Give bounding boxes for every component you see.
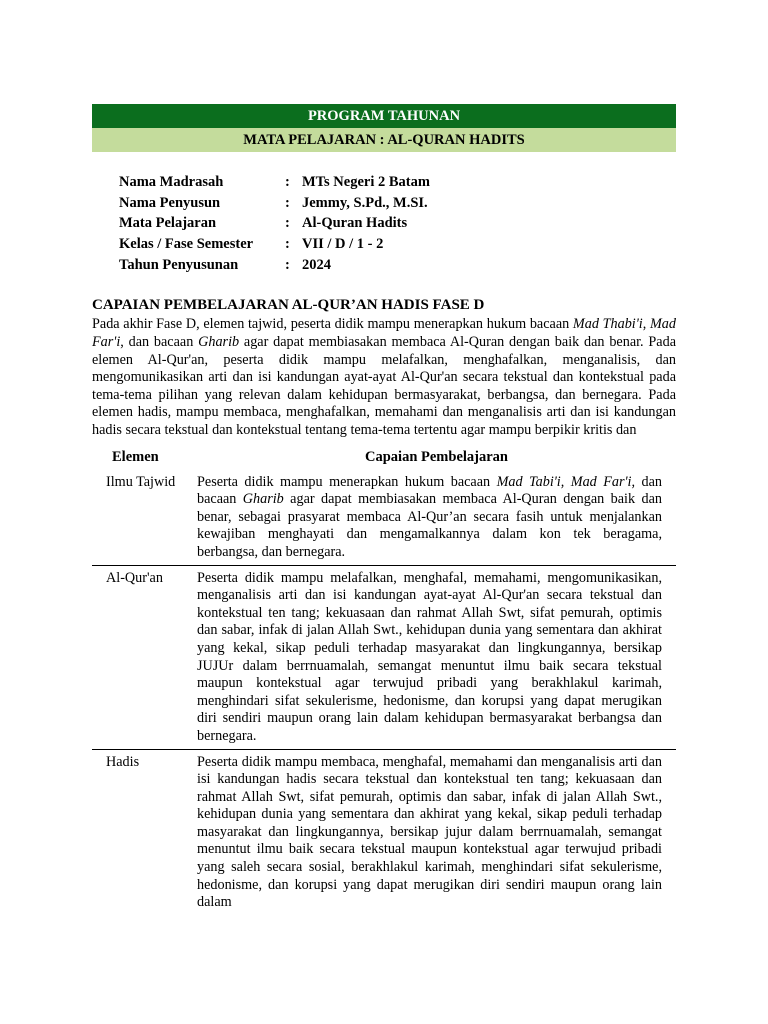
info-label: Nama Madrasah [119,174,224,190]
info-row [119,234,676,255]
info-value: Jemmy, S.Pd., M.SI. [302,194,428,211]
info-colon: : [285,174,290,190]
intro-paragraph [92,316,676,439]
table-header-row [92,446,676,470]
text-run-italic: Mad Thabi'i [572,316,643,333]
text-run: , [642,316,650,333]
document-subtitle: MATA PELAJARAN : AL-QURAN HADITS [92,128,676,152]
text-run: , dan bacaan [120,334,199,351]
table-row [92,749,676,915]
text-run: agar dapat membiasakan membaca Al-Quran dengan baik dan benar. Pada elemen Al-Qur'an, peserta didik mampu melafalkan, menghafalkan, menganalisis, dan mengomunikasikan arti dan isi kandungan ayat-ayat Al-Qur'an secara tekstual dan kontekstual pada tema-tema pilihan yang relevan dalam kehidupan bermasyarakat, berbangsa, dan bernegara. Pada elemen hadis, mampu membaca, menghafalkan, memahami dan menganalisis arti dan isi kandungan hadis secara tekstual dan kontekstual tentang tema-tema tertentu agar mampu berpikir kritis dan [92,334,676,438]
elemen-cell: Hadis [106,753,140,770]
info-value: 2024 [302,256,331,273]
document-title: PROGRAM TAHUNAN [92,104,676,128]
document-page [92,104,676,915]
text-run: Peserta didik mampu menerapkan hukum bacaan [197,473,497,490]
capaian-cell: Peserta didik mampu melafalkan, menghafal, memahami, mengomunikasikan, menganalisis arti dan isi kandungan ayat-ayat Al-Qur'an secara tekstual dan kontekstual ten tang; kekuasaan dan rahmat Allah Swt, sifat pemurah, optimis dan sabar, infak di jalan Allah Swt., kehidupan dunia yang sementara dan akhirat yang kekal, sikap peduli terhadap masyarakat dan lingkungannya, bersikap JUJUr dalam berrnuamalah, semangat menuntut ilmu baik secara tekstual maupun kontekstual agar terwujud pribadi yang berakhlakul karimah, menghindari sifat sekulerisme, hedonisme, dan korupsi yang dapat merugikan diri sendiri maupun orang lain dalam kehidupan bermasyarakat berbangsa dan bernegara. [197,565,676,749]
info-block [119,172,676,275]
text-run-italic: Gharib [242,491,284,508]
info-row [119,172,676,193]
capaian-table [92,446,676,915]
elemen-cell: Ilmu Tajwid [92,470,197,565]
info-colon: : [285,194,290,211]
text-run-italic: Mad Tabi'i, Mad Far'i, [496,473,636,490]
elemen-cell: Al-Qur'an [92,565,197,749]
column-header-elemen: Elemen [112,449,159,466]
info-label: Kelas / Fase Semester [119,236,254,253]
info-label: Tahun Penyusunan [119,256,239,273]
capaian-cell [197,470,676,565]
text-run: agar dapat membiasakan membaca Al-Quran dengan baik dan benar, sebagai prasyarat membaca Al-Qur’an secara fasih untuk menjalankan kewajiban menghayati dan mengamalkannya dalam kon tek beragama, berbangsa, dan bernegara. [197,491,662,560]
text-run: dan bacaan [197,473,662,508]
info-label: Nama Penyusun [119,194,221,211]
info-label: Mata Pelajaran [119,215,217,232]
info-value: Al-Quran Hadits [302,215,408,232]
capaian-cell: Peserta didik mampu membaca, menghafal, memahami dan menganalisis arti dan isi kandungan hadis secara tekstual dan kontekstual ten tang; kekuasaan dan rahmat Allah Swt, sifat pemurah, optimis dan sabar, infak di jalan Allah Swt., kehidupan dunia yang sementara dan akhirat yang kekal, sikap peduli terhadap masyarakat dan lingkungannya, bersikap jujur dalam berrnuamalah, semangat menuntut ilmu baik secara tekstual maupun kontekstual agar terwujud pribadi yang saleh secara sosial, berakhlakul karimah, menghindari sifat sekulerisme, hedonisme, dan korupsi yang dapat merugikan diri sendiri maupun orang lain dalam [197,753,662,911]
column-header-capaian: Capaian Pembelajaran [365,449,508,466]
info-colon: : [285,215,290,232]
info-colon: : [285,256,290,273]
info-colon: : [285,236,290,253]
info-value: VII / D / 1 - 2 [302,236,384,253]
info-row [119,255,676,276]
info-value: MTs Negeri 2 Batam [302,174,430,190]
table-row [92,470,676,565]
table-row [92,565,676,749]
info-row [119,193,676,214]
section-title: CAPAIAN PEMBELAJARAN AL-QUR’AN HADIS FASE D [92,297,485,314]
text-run: Pada akhir Fase D, elemen tajwid, peserta didik mampu menerapkan hukum bacaan [92,316,573,333]
info-row [119,213,676,234]
text-run-italic: Mad Far'i [92,316,676,351]
text-run-italic: Gharib [198,334,240,351]
